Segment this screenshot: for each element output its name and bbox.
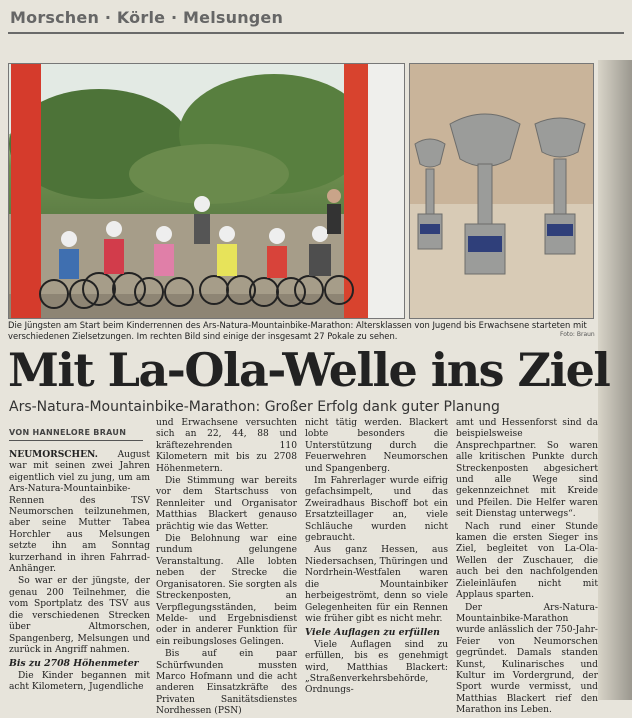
byline-rule: [9, 440, 143, 441]
paragraph: Die Stimmung war bereits vor dem Startschuss von Rennleiter und Organisator Matthias Blackert genauso prächtig wie das Wetter.: [156, 476, 297, 532]
article-column-2: [156, 418, 297, 717]
paragraph: Die Kinder begannen mit acht Kilometern, Jugendliche: [9, 670, 150, 693]
paragraph: Der Ars-Natura-Mountainbike-Marathon wurde anlässlich der 750-Jahr-Feier von Neumorschen gegründet. Damals standen Kunst, Kulinarisches und Kultur im Vordergrund, der Sport wurde vermisst, und Matthias Blackert rief den Marathon ins Leben.: [456, 602, 598, 716]
section-title: Morschen · Körle · Melsungen: [10, 8, 284, 27]
photo-caption: Die Jüngsten am Start beim Kinderrennen des Ars-Natura-Mountainbike-Marathon: Altersklassen von Jugend bis Erwachsene starteten mit verschiedenen Zielsetzungen. Im rechten Bild sind einige der insgesamt 27 Pokale zu sehen.: [8, 320, 587, 341]
article-headline: Mit La-Ola-Welle ins Ziel: [8, 343, 610, 397]
header-rule: [8, 32, 624, 34]
paragraph: amt und Hessenforst sind da beispielsweise Ansprechpartner. So waren alle kritischen Punkte durch Streckenposten abgesichert und alle Wege sind gekennzeichnet mit Kreide und Pfeilen. Die Helfer waren seit Dienstag unterwegs“.: [456, 418, 598, 520]
paragraph: nicht tätig werden. Blackert lobte besonders die Unterstützung durch die Feuerwehren Neumorschen und Spangenberg.: [305, 418, 448, 474]
paragraph: Aus ganz Hessen, aus Niedersachsen, Thüringen und Nordrhein-Westfalen waren die Mountainbiker herbeigeströmt, denn so viele Gelegenheiten für ein Rennen wie früher gibt es nicht mehr.: [305, 545, 448, 624]
paragraph: und Erwachsene versuchten sich an 22, 44, 88 und kräftezehrenden 110 Kilometern mit bis zu 2708 Höhenmetern.: [156, 418, 297, 474]
subheading: Bis zu 2708 Höhenmeter: [9, 658, 139, 670]
paragraph: Bis auf ein paar Schürfwunden mussten Marco Hofmann und die acht anderen Einsatzkräfte des Privaten Sanitätsdienstes Nordhessen (PSN): [156, 649, 297, 717]
article-column-4: [456, 418, 598, 716]
kids-race-illustration: [9, 64, 404, 318]
section-header: [8, 6, 624, 36]
photo-trophies: [409, 63, 594, 319]
dateline: NEUMORSCHEN.: [9, 449, 98, 460]
paragraph: Die Belohnung war eine rundum gelungene Veranstaltung. Alle lobten neben der Strecke die Organisatoren. Sie sorgten als Streckenposten, an Verpflegungsständen, beim Melde- und Ergebnisdienst oder in anderer Funktion für ein reibungsloses Gelingen.: [156, 534, 297, 647]
paragraph: So war er der jüngste, der genau 200 Teilnehmer, die vom Sportplatz des TSV aus die verschiedenen Strecken über Altmorschen, Spangenberg, Melsungen und zurück in Angriff nahmen.: [9, 576, 150, 655]
paragraph: [9, 449, 150, 575]
article-subheadline: Ars-Natura-Mountainbike-Marathon: Großer Erfolg dank guter Planung: [9, 399, 500, 415]
paragraph: Viele Auflagen sind zu erfüllen, bis es genehmigt wird, Matthias Blackert: „Straßenverkehrsbehörde, Ordnungs-: [305, 639, 448, 696]
article-column-1: [9, 449, 150, 694]
subheading: Viele Auflagen zu erfüllen: [305, 627, 440, 639]
paragraph-text: August war mit seinen zwei Jahren eigentlich viel zu jung, um am Ars-Natura-Mountainbike-Rennen des TSV Neumorschen teilzunehmen, aber seine Mutter Tabea Horchler aus Melsungen setzte ihn am Sonntag kurzerhand in ihren Fahrrad-Anhänger.: [9, 450, 150, 575]
byline: VON HANNELORE BRAUN: [9, 428, 127, 437]
trophies-illustration: [410, 64, 593, 318]
photo-kids-race-start: [8, 63, 405, 319]
paragraph: Im Fahrerlager wurde eifrig gefachsimpelt, und das Zweiradhaus Bischoff bot ein Ersatzteillager an, viele Schläuche wurden nicht gebraucht.: [305, 476, 448, 544]
paragraph: Nach rund einer Stunde kamen die ersten Sieger ins Ziel, begleitet von La-Ola-Wellen der Zuschauer, die auch bei den nachfolgenden Zieleinläufen nicht mit Applaus sparten.: [456, 521, 598, 601]
article-column-3: [305, 418, 448, 694]
photo-credit: Foto: Braun: [560, 331, 595, 338]
